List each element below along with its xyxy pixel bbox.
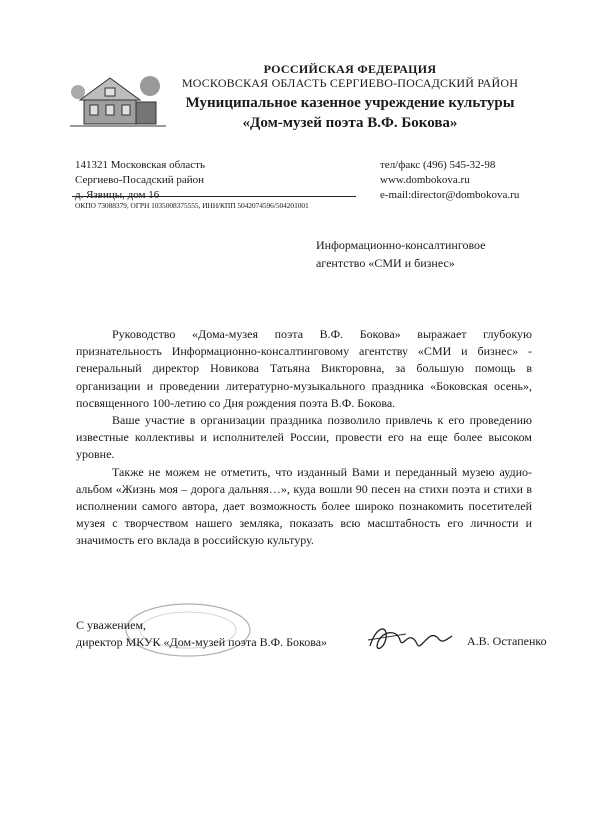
body-paragraph: Также не можем не отметить, что изданный Вами и переданный музею аудио-альбом «Жизнь моя – дорога дальняя…», куда вошли 90 песен на стихи поэта и стихи в исполнении самого автора, дает возможность более широко познакомить посетителей музея с творчеством нашего земляка, показать всю масштабность его личности и значимость его вклада в российскую культуру. xyxy=(76,464,532,548)
closing: С уважением, xyxy=(76,618,147,632)
letter-body xyxy=(76,326,532,550)
signer-position: директор МКУК «Дом-музей поэта В.Ф. Бокова» xyxy=(76,635,328,649)
header-museum-name: «Дом-музей поэта В.Ф. Бокова» xyxy=(242,115,458,131)
recipient-line: агентство «СМИ и бизнес» xyxy=(316,256,455,270)
header-region: МОСКОВСКАЯ ОБЛАСТЬ СЕРГИЕВО-ПОСАДСКИЙ РАЙОН xyxy=(181,76,519,90)
sender-contacts xyxy=(380,158,519,203)
signature-block xyxy=(76,617,327,651)
phone-fax: тел/факс (496) 545-32-98 xyxy=(380,159,496,171)
signer-name: А.В. Остапенко xyxy=(467,634,547,648)
recipient-line: Информационно-консалтинговое xyxy=(316,238,486,252)
address-line: д. Язвицы, дом 16 xyxy=(75,189,160,201)
header-country: РОССИЙСКАЯ ФЕДЕРАЦИЯ xyxy=(263,62,437,76)
email: e-mail:director@dombokova.ru xyxy=(380,189,520,201)
header-institution: Муниципальное казенное учреждение культуры xyxy=(185,95,515,111)
handwritten-signature xyxy=(366,618,456,658)
address-line: Сергиево-Посадский район xyxy=(75,174,205,186)
recipient-block xyxy=(316,236,486,272)
body-paragraph: Ваше участие в организации праздника позволило привлечь к его проведению известные коллективы и исполнителей России, провести его на еще более высоком уровне. xyxy=(76,413,532,462)
address-line: 141321 Московская область xyxy=(75,159,205,171)
body-paragraph: Руководство «Дома-музея поэта В.Ф. Бокова» выражает глубокую признательность Информационно-консалтинговому агентству «СМИ и бизнес» - генеральный директор Новикова Татьяна Викторовна, за большую помощь в организации и проведении литературно-музыкального праздника «Боковская осень», посвященного 100-летию со Дня рождения поэта В.Ф. Бокова. xyxy=(76,327,532,410)
address-divider xyxy=(72,196,356,197)
registration-codes: ОКПО 73088379, ОГРН 1035008375555, ИНН/КПП 5042074596/504201001 xyxy=(75,201,309,210)
website: www.dombokova.ru xyxy=(380,174,470,186)
